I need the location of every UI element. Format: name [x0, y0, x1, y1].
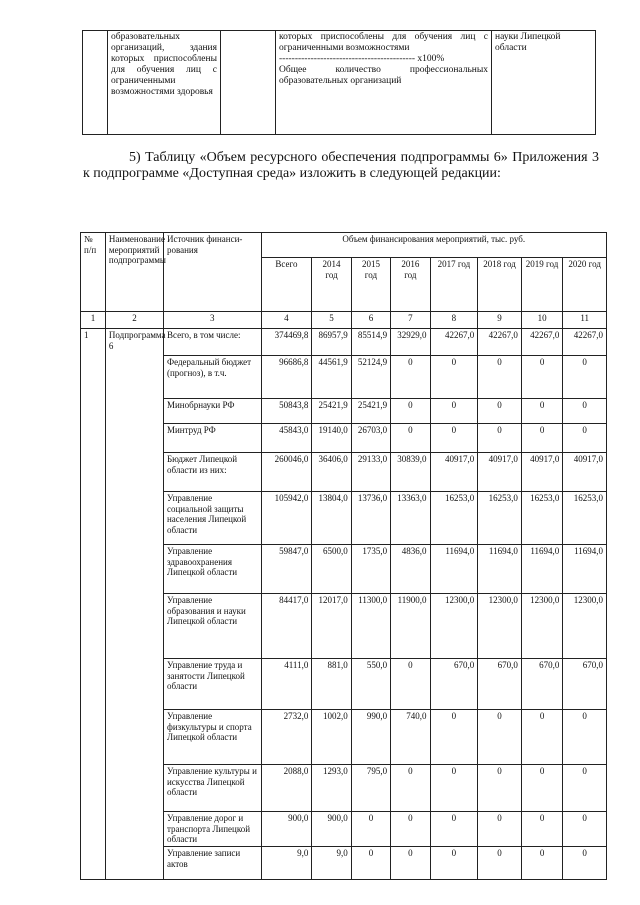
funding-source: Всего, в том числе: — [163, 329, 261, 356]
cell-year-value: 11300,0 — [351, 594, 390, 659]
header-year: 2015 год — [351, 258, 390, 312]
cell-year-value: 670,0 — [478, 659, 522, 710]
resource-table — [80, 232, 607, 880]
cell-year-value: 13736,0 — [351, 492, 390, 545]
cell-total: 2732,0 — [261, 710, 312, 765]
top-cell-empty — [83, 31, 108, 135]
header-num: № п/п — [81, 233, 106, 312]
cell-year-value: 0 — [391, 847, 430, 880]
cell-year-value: 0 — [563, 399, 607, 424]
cell-year-value: 12017,0 — [312, 594, 351, 659]
cell-year-value: 990,0 — [351, 710, 390, 765]
cell-year-value: 40917,0 — [430, 453, 478, 492]
cell-year-value: 0 — [563, 424, 607, 453]
funding-source: Федеральный бюджет (прогноз), в т.ч. — [163, 356, 261, 399]
top-cell-empty — [221, 31, 276, 135]
header-year: 2019 год — [521, 258, 562, 312]
cell-year-value: 11694,0 — [521, 545, 562, 594]
col-number: 5 — [312, 312, 351, 329]
cell-year-value: 11694,0 — [430, 545, 478, 594]
cell-total: 2088,0 — [261, 765, 312, 812]
table-body — [81, 329, 607, 880]
cell-year-value: 12300,0 — [563, 594, 607, 659]
header-name: Наименование мероприятий подпрограммы — [105, 233, 163, 312]
cell-year-value: 0 — [478, 399, 522, 424]
cell-year-value: 9,0 — [312, 847, 351, 880]
cell-year-value: 32929,0 — [391, 329, 430, 356]
col-number: 10 — [521, 312, 562, 329]
cell-year-value: 0 — [430, 399, 478, 424]
table-row — [81, 329, 607, 356]
cell-year-value: 670,0 — [563, 659, 607, 710]
header-source: Источник финанси-рования — [163, 233, 261, 312]
cell-total: 59847,0 — [261, 545, 312, 594]
cell-year-value: 12300,0 — [430, 594, 478, 659]
funding-source: Управление социальной защиты населения Липецкой области — [163, 492, 261, 545]
row-number: 1 — [81, 329, 106, 880]
cell-year-value: 25421,9 — [312, 399, 351, 424]
cell-year-value: 42267,0 — [563, 329, 607, 356]
cell-year-value: 40917,0 — [563, 453, 607, 492]
cell-year-value: 1735,0 — [351, 545, 390, 594]
cell-year-value: 16253,0 — [430, 492, 478, 545]
cell-year-value: 12300,0 — [521, 594, 562, 659]
cell-year-value: 16253,0 — [521, 492, 562, 545]
cell-year-value: 0 — [430, 847, 478, 880]
cell-year-value: 0 — [521, 765, 562, 812]
cell-year-value: 0 — [391, 399, 430, 424]
header-year: 2017 год — [430, 258, 478, 312]
cell-total: 9,0 — [261, 847, 312, 880]
cell-year-value: 0 — [563, 847, 607, 880]
col-number: 6 — [351, 312, 390, 329]
cell-year-value: 1293,0 — [312, 765, 351, 812]
cell-year-value: 670,0 — [430, 659, 478, 710]
cell-year-value: 0 — [391, 765, 430, 812]
cell-total: 900,0 — [261, 812, 312, 847]
cell-year-value: 0 — [478, 847, 522, 880]
cell-year-value: 0 — [430, 765, 478, 812]
cell-year-value: 19140,0 — [312, 424, 351, 453]
top-cell-formula — [276, 31, 492, 135]
cell-year-value: 0 — [351, 812, 390, 847]
cell-year-value: 13804,0 — [312, 492, 351, 545]
cell-year-value: 42267,0 — [430, 329, 478, 356]
cell-year-value: 42267,0 — [478, 329, 522, 356]
col-number: 3 — [163, 312, 261, 329]
header-row — [81, 233, 607, 258]
cell-year-value: 25421,9 — [351, 399, 390, 424]
cell-year-value: 36406,0 — [312, 453, 351, 492]
cell-year-value: 26703,0 — [351, 424, 390, 453]
top-cell-responsible: науки Липецкой области — [492, 31, 596, 135]
cell-year-value: 0 — [430, 424, 478, 453]
top-cell-indicator: образовательных организаций, здания которых приспособлены для обучения лиц с ограниченными возможностями здоровья — [108, 31, 221, 135]
cell-year-value: 0 — [563, 812, 607, 847]
cell-year-value: 11694,0 — [478, 545, 522, 594]
cell-total: 260046,0 — [261, 453, 312, 492]
cell-year-value: 30839,0 — [391, 453, 430, 492]
cell-year-value: 0 — [478, 710, 522, 765]
header-volume: Объем финансирования мероприятий, тыс. руб. — [261, 233, 607, 258]
cell-year-value: 44561,9 — [312, 356, 351, 399]
funding-source: Минтруд РФ — [163, 424, 261, 453]
funding-source: Управление дорог и транспорта Липецкой области — [163, 812, 261, 847]
cell-total: 45843,0 — [261, 424, 312, 453]
cell-total: 105942,0 — [261, 492, 312, 545]
col-number: 1 — [81, 312, 106, 329]
cell-total: 96686,8 — [261, 356, 312, 399]
cell-year-value: 0 — [430, 710, 478, 765]
cell-year-value: 16253,0 — [478, 492, 522, 545]
cell-year-value: 881,0 — [312, 659, 351, 710]
funding-source: Бюджет Липецкой области из них: — [163, 453, 261, 492]
cell-year-value: 86957,9 — [312, 329, 351, 356]
cell-year-value: 42267,0 — [521, 329, 562, 356]
cell-year-value: 0 — [521, 356, 562, 399]
cell-total: 4111,0 — [261, 659, 312, 710]
col-number: 4 — [261, 312, 312, 329]
cell-year-value: 0 — [563, 710, 607, 765]
cell-year-value: 900,0 — [312, 812, 351, 847]
funding-source: Управление труда и занятости Липецкой области — [163, 659, 261, 710]
funding-source: Управление физкультуры и спорта Липецкой области — [163, 710, 261, 765]
funding-source: Минобрнауки РФ — [163, 399, 261, 424]
cell-year-value: 0 — [521, 424, 562, 453]
funding-source: Управление культуры и искусства Липецкой области — [163, 765, 261, 812]
formula-numerator: которых приспособлены для обучения лиц с ограниченными возможностями — [279, 32, 488, 53]
cell-year-value: 6500,0 — [312, 545, 351, 594]
amendment-paragraph: 5) Таблицу «Объем ресурсного обеспечения подпрограммы 6» Приложения 3 к подпрограмме «Доступная среда» изложить в следующей редакции: — [83, 150, 599, 181]
cell-year-value: 1002,0 — [312, 710, 351, 765]
cell-year-value: 13363,0 — [391, 492, 430, 545]
cell-total: 50843,8 — [261, 399, 312, 424]
cell-year-value: 29133,0 — [351, 453, 390, 492]
cell-year-value: 0 — [351, 847, 390, 880]
cell-year-value: 0 — [391, 659, 430, 710]
cell-year-value: 40917,0 — [478, 453, 522, 492]
formula-divider: ------------------------------------------- x100% — [279, 54, 445, 64]
cell-year-value: 4836,0 — [391, 545, 430, 594]
col-number: 8 — [430, 312, 478, 329]
cell-year-value: 0 — [563, 765, 607, 812]
header-year: 2020 год — [563, 258, 607, 312]
cell-year-value: 11694,0 — [563, 545, 607, 594]
cell-year-value: 795,0 — [351, 765, 390, 812]
row-subprogram-name: Подпрограмма 6 — [105, 329, 163, 880]
cell-year-value: 0 — [478, 424, 522, 453]
column-number-row — [81, 312, 607, 329]
header-year: 2016 год — [391, 258, 430, 312]
cell-year-value: 0 — [478, 765, 522, 812]
cell-year-value: 0 — [391, 812, 430, 847]
cell-year-value: 0 — [521, 847, 562, 880]
cell-year-value: 0 — [430, 356, 478, 399]
cell-year-value: 40917,0 — [521, 453, 562, 492]
cell-year-value: 550,0 — [351, 659, 390, 710]
funding-source: Управление образования и науки Липецкой области — [163, 594, 261, 659]
cell-year-value: 85514,9 — [351, 329, 390, 356]
col-number: 9 — [478, 312, 522, 329]
top-table-fragment — [82, 30, 596, 135]
cell-year-value: 0 — [391, 356, 430, 399]
funding-source: Управление здравоохранения Липецкой области — [163, 545, 261, 594]
cell-year-value: 0 — [563, 356, 607, 399]
cell-year-value: 0 — [521, 812, 562, 847]
cell-year-value: 16253,0 — [563, 492, 607, 545]
cell-year-value: 0 — [521, 710, 562, 765]
cell-year-value: 52124,9 — [351, 356, 390, 399]
col-number: 2 — [105, 312, 163, 329]
cell-year-value: 670,0 — [521, 659, 562, 710]
cell-year-value: 12300,0 — [478, 594, 522, 659]
header-year: 2018 год — [478, 258, 522, 312]
cell-year-value: 0 — [521, 399, 562, 424]
cell-year-value: 0 — [478, 356, 522, 399]
funding-source: Управление записи актов — [163, 847, 261, 880]
cell-year-value: 0 — [391, 424, 430, 453]
col-number: 7 — [391, 312, 430, 329]
formula-denominator: Общее количество профессиональных образовательных организаций — [279, 65, 488, 86]
cell-total: 84417,0 — [261, 594, 312, 659]
table-row — [83, 31, 596, 135]
cell-year-value: 0 — [478, 812, 522, 847]
cell-total: 374469,8 — [261, 329, 312, 356]
cell-year-value: 0 — [430, 812, 478, 847]
header-total: Всего — [261, 258, 312, 312]
header-year: 2014 год — [312, 258, 351, 312]
cell-year-value: 740,0 — [391, 710, 430, 765]
col-number: 11 — [563, 312, 607, 329]
cell-year-value: 11900,0 — [391, 594, 430, 659]
